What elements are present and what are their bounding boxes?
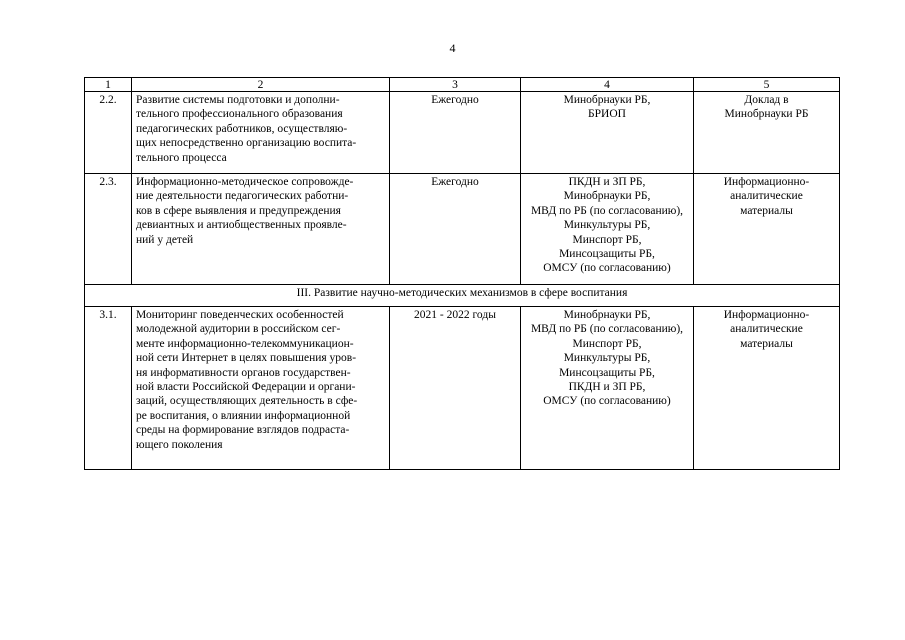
text-line: ре воспитания, о влиянии информационной <box>136 409 351 422</box>
result-cell <box>694 174 840 285</box>
executor-line: МВД по РБ (по согласованию), <box>530 323 684 336</box>
row-number: 2.2. <box>85 92 132 174</box>
executor-line: ПКДН и ЗП РБ, <box>568 176 646 188</box>
section-title: III. Развитие научно-методических механизмов в сфере воспитания <box>85 285 840 307</box>
text-line: щих непосредственно организацию воспита- <box>136 137 357 150</box>
executor-line: Минобрнауки РБ, <box>563 309 651 321</box>
executor-line: Минспорт РБ, <box>572 337 642 350</box>
executor-line: ОМСУ (по согласованию) <box>543 395 671 408</box>
header-cell: 5 <box>694 78 840 92</box>
term-cell: Ежегодно <box>390 174 521 285</box>
executor-line: Минкультуры РБ, <box>563 352 651 365</box>
result-line: Информационно- <box>723 176 810 188</box>
activity-description <box>132 92 390 174</box>
activity-description <box>132 174 390 285</box>
executors-cell <box>521 174 694 285</box>
text-line: Мониторинг поведенческих особенностей <box>136 309 344 321</box>
text-line: заций, осуществляющих деятельность в сфе- <box>136 395 358 408</box>
result-line: материалы <box>740 337 793 350</box>
executors-cell <box>521 307 694 470</box>
executor-line: Минспорт РБ, <box>572 233 642 246</box>
executor-line: Минсоцзащиты РБ, <box>559 366 655 379</box>
page-number: 4 <box>449 41 456 55</box>
text-line: менте информационно-телекоммуникацион- <box>136 337 354 350</box>
table-row <box>85 174 840 285</box>
plan-table <box>84 77 840 470</box>
header-cell: 2 <box>132 78 390 92</box>
result-line: Минобрнауки РБ <box>724 108 809 121</box>
text-line: ние деятельности педагогических работни- <box>136 190 349 203</box>
executor-line: Минкультуры РБ, <box>563 219 651 232</box>
result-line: Информационно- <box>723 309 810 321</box>
executors-cell <box>521 92 694 174</box>
section-row <box>85 285 840 307</box>
text-line: ков в сфере выявления и предупреждения <box>136 204 341 217</box>
text-line: девиантных и антиобщественных проявле- <box>136 219 347 232</box>
text-line: ний у детей <box>136 233 194 246</box>
text-line: среды на формирование взглядов подраста- <box>136 424 350 437</box>
executor-line: Минобрнауки РБ, <box>563 94 651 106</box>
executor-line: МВД по РБ (по согласованию), <box>530 204 684 217</box>
result-line: аналитические <box>730 190 803 203</box>
table-row <box>85 307 840 470</box>
text-line: тельного профессионального образования <box>136 108 343 121</box>
text-line: ющего поколения <box>136 438 223 451</box>
text-line: ня информативности органов государствен- <box>136 366 351 379</box>
table-row <box>85 92 840 174</box>
row-number: 3.1. <box>85 307 132 470</box>
result-cell <box>694 307 840 470</box>
executor-line: ПКДН и ЗП РБ, <box>568 381 646 394</box>
text-line: молодежной аудитории в российском сег- <box>136 323 341 336</box>
text-line: педагогических работников, осуществляю- <box>136 122 348 135</box>
header-row <box>85 78 840 92</box>
row-number: 2.3. <box>85 174 132 285</box>
text-line: ной сети Интернет в целях повышения уров- <box>136 352 357 365</box>
text-line: тельного процесса <box>136 151 227 164</box>
executor-line: БРИОП <box>588 108 626 121</box>
executor-line: Минсоцзащиты РБ, <box>559 248 655 261</box>
result-line: Доклад в <box>744 94 789 106</box>
header-cell: 4 <box>521 78 694 92</box>
activity-description <box>132 307 390 470</box>
result-cell <box>694 92 840 174</box>
text-line: Развитие системы подготовки и дополни- <box>136 94 340 106</box>
text-line: Информационно-методическое сопровожде- <box>136 176 354 188</box>
term-cell: 2021 - 2022 годы <box>390 307 521 470</box>
executor-line: ОМСУ (по согласованию) <box>543 262 671 275</box>
term-cell: Ежегодно <box>390 92 521 174</box>
result-line: материалы <box>740 204 793 217</box>
text-line: ной власти Российской Федерации и органи- <box>136 381 356 394</box>
header-cell: 1 <box>85 78 132 92</box>
header-cell: 3 <box>390 78 521 92</box>
result-line: аналитические <box>730 323 803 336</box>
executor-line: Минобрнауки РБ, <box>563 190 651 203</box>
